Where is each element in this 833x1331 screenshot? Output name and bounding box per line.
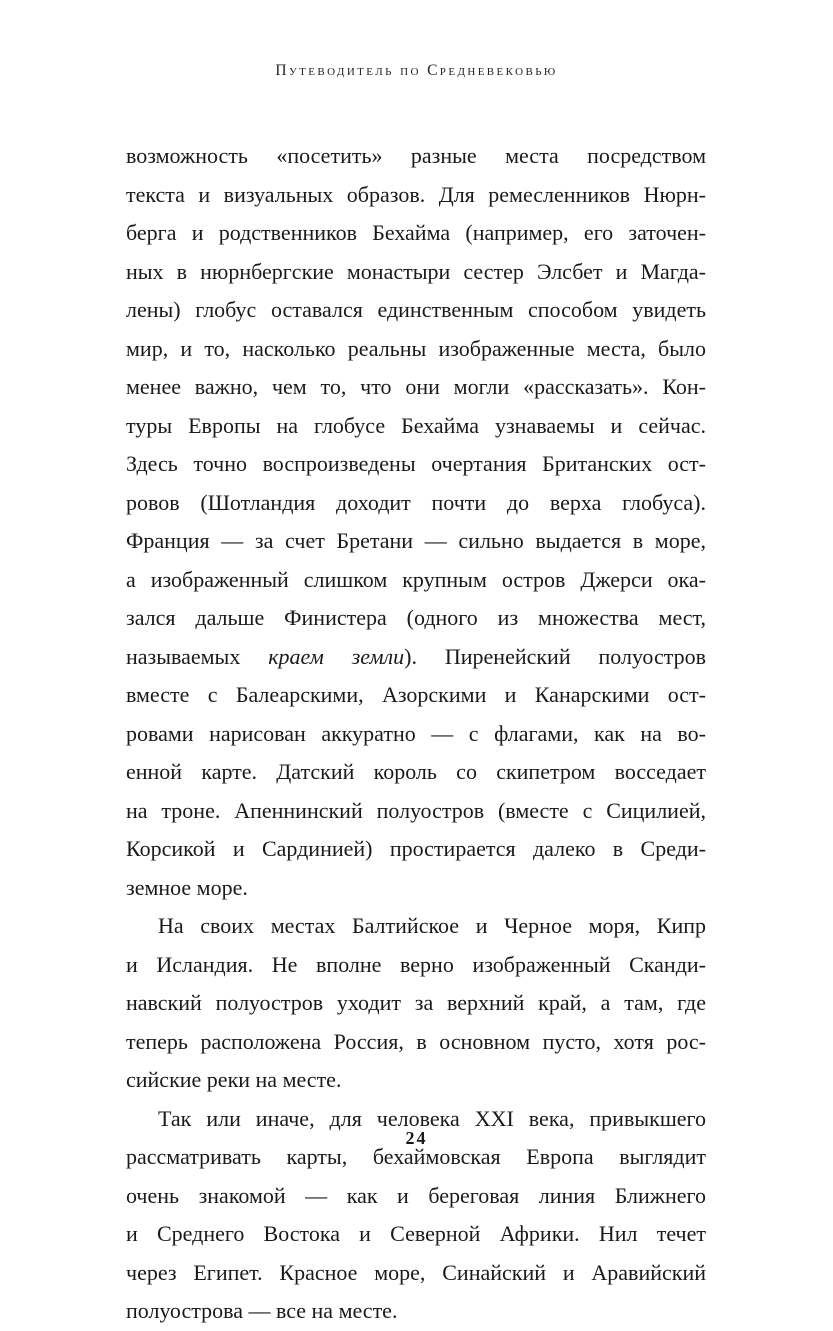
text-line (126, 1254, 706, 1293)
text-line (126, 176, 706, 215)
line-text: ных в нюрнбергские монастыри сестер Элсбет и Магда- (126, 258, 706, 284)
text-line (126, 1292, 706, 1331)
line-text: через Египет. Красное море, Синайский и Аравийский (126, 1259, 706, 1285)
text-line (126, 869, 706, 908)
text-line (126, 1215, 706, 1254)
running-head: Путеводитель по Средневековью (275, 62, 558, 79)
line-text: На своих местах Балтийское и Черное моря, Кипр (158, 913, 706, 938)
line-text: сийские реки на месте. (126, 1067, 342, 1092)
line-text: возможность «посетить» разные места посредством (126, 143, 706, 168)
line-text: Франция — за счет Бретани — сильно выдается в море, (126, 528, 706, 553)
text-line (126, 753, 706, 792)
text-line (126, 253, 706, 292)
text-line (126, 291, 706, 330)
line-text: зался дальше Финистера (одного из множества мест, (126, 605, 706, 630)
line-text: рассматривать карты, бехаймовская Европа выглядит (126, 1144, 706, 1169)
line-text: туры Европы на глобусе Бехайма узнаваемы и сейчас. (126, 412, 706, 438)
text-line (126, 445, 706, 484)
text-line (126, 137, 706, 176)
line-text: Так или иначе, для человека XXI века, привыкшего (158, 1105, 706, 1131)
text-line (126, 1023, 706, 1062)
text-line (126, 561, 706, 600)
line-text: вместе с Балеарскими, Азорскими и Канарскими ост- (126, 682, 706, 707)
text-line (126, 1177, 706, 1216)
text-line (126, 484, 706, 523)
line-text: земное море. (126, 874, 248, 900)
line-text: ровами нарисован аккуратно — с флагами, как на во- (126, 720, 706, 746)
page-number: 24 (405, 1128, 428, 1148)
text-line (126, 599, 706, 638)
line-text: полуострова — все на месте. (126, 1298, 398, 1323)
text-line (126, 946, 706, 985)
line-text: ровов (Шотландия доходит почти до верха глобуса). (126, 489, 706, 515)
text-line (126, 676, 706, 715)
line-text: и Среднего Востока и Северной Африки. Нил течет (126, 1221, 706, 1246)
line-text: называемых (126, 643, 269, 669)
text-line (126, 984, 706, 1023)
text-line (126, 330, 706, 369)
line-text: навский полуостров уходит за верхний край, а там, где (126, 990, 706, 1015)
line-text: а изображенный слишком крупным остров Джерси ока- (126, 566, 706, 592)
text-line (126, 368, 706, 407)
text-line (126, 1061, 706, 1100)
line-text: текста и визуальных образов. Для ремесленников Нюрн- (126, 181, 706, 207)
line-text: менее важно, чем то, что они могли «рассказать». Кон- (126, 374, 706, 399)
text-line (126, 638, 706, 677)
line-text: очень знакомой — как и береговая линия Ближнего (126, 1182, 706, 1208)
text-line (126, 214, 706, 253)
line-text: берга и родственников Бехайма (например, его заточен- (126, 220, 706, 245)
line-text: лены) глобус оставался единственным способом увидеть (126, 297, 706, 322)
line-text: Корсикой и Сардинией) простирается далеко в Среди- (126, 836, 706, 861)
line-text-continued: ). Пиренейский полуостров (404, 643, 707, 669)
text-line (126, 522, 706, 561)
line-text: на троне. Апеннинский полуостров (вместе с Сицилией, (126, 797, 706, 823)
line-text: Здесь точно воспроизведены очертания Британских ост- (126, 451, 706, 476)
italic-phrase: краем земли (268, 643, 405, 669)
text-line (126, 792, 706, 831)
line-text: енной карте. Датский король со скипетром восседает (126, 759, 706, 784)
text-line (126, 830, 706, 869)
line-text: мир, и то, насколько реальны изображенные места, было (126, 335, 706, 361)
text-line (126, 407, 706, 446)
line-text: и Исландия. Не вполне верно изображенный Сканди- (126, 951, 706, 977)
body-text (126, 137, 706, 1331)
line-text: теперь расположена Россия, в основном пусто, хотя рос- (126, 1028, 706, 1054)
text-line (126, 907, 706, 946)
text-line (126, 715, 706, 754)
